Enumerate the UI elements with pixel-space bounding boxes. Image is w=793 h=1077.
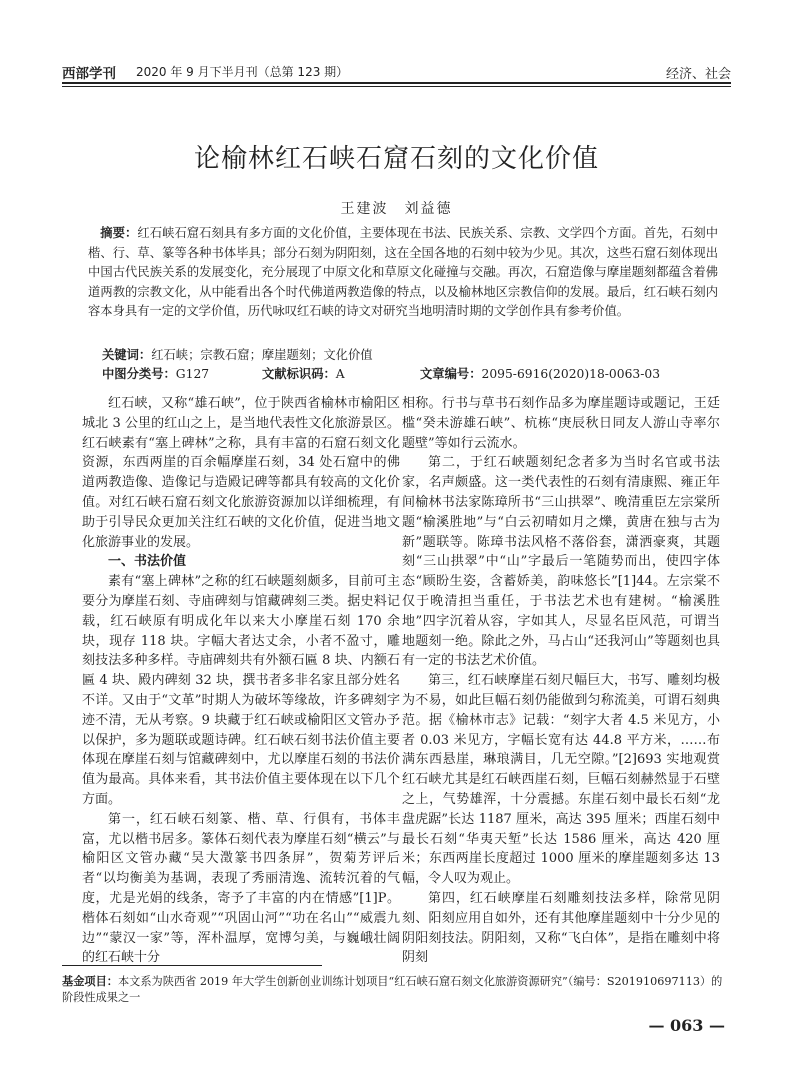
issue-info: 2020 年 9 月下半月刊（总第 123 期） xyxy=(136,65,349,79)
paragraph: 第一，红石峡石刻篆、楷、草、行俱有，书体丰富，尤以楷书居多。篆体石刻代表为摩崖石刻“横云”与榆阳区文管办藏“吴大澂篆书四条屏”，贺菊芳评后者“以均衡美为基调，表现了秀丽清逸、流转沉着的气度，尤是光娟的线条，寄予了丰富的内在情感”[1]P。楷体石刻如“山水奇观”“巩固山河”“功在名山”“威震九边”“蒙汉一家”等，浑朴温厚，宽博匀美，与巍峨壮阔的红石峡十分 xyxy=(82,811,400,966)
clc-label: 中图分类号： xyxy=(102,367,176,381)
page-number: — 063 — xyxy=(648,1016,725,1035)
right-column xyxy=(402,394,720,968)
paragraph: 红石峡，又称“雄石峡”，位于陕西省榆林市榆阳区城北 3 公里的红山之上，是当地代表性文化旅游景区。红石峡素有“塞上碑林”之称，具有丰富的石窟石刻文化资源，东西两崖的百余幅摩崖石刻，34 处石窟中的佛道两教造像、造像记与造殿记碑等都具有较高的文化价值。对红石峡石窟石刻文化旅游资源加以详细梳理，有助于引导民众更加关注红石峡的文化价值，促进当地文化旅游事业的发展。 xyxy=(82,396,400,550)
article-number-label: 文章编号： xyxy=(420,367,482,381)
abstract xyxy=(88,224,718,322)
abstract-label: 摘要： xyxy=(100,226,138,240)
doc-code-label: 文献标识码： xyxy=(262,367,336,381)
header-rule-thin xyxy=(62,86,731,87)
article-number-field xyxy=(420,364,660,382)
paragraph: 第四，红石峡摩崖石刻雕刻技法多样，除常见阴刻、阳刻应用自如外，还有其他摩崖题刻中十分少见的阴阳刻技法。阴阳刻，又称“飞白体”，是指在雕刻中将阴刻 xyxy=(402,890,720,966)
paragraph: 第二，于红石峡题刻纪念者多为当时名官或书法家，名声颇盛。这一类代表性的石刻有清康熙、雍正年间榆林书法家陈璋所书“三山拱翠”、晚清重臣左宗棠所题“榆溪胜地”与“白云初晴如月之爍，黄唐在独与古为新”题联等。陈璋书法风格不落俗套，潇洒豪爽，其题刻“三山拱翠”中“山”字最后一笔随势而出，使四字体态“顾盼生姿，含蓄娇美，韵味悠长”[1]44。左宗棠不仅于晚清担当重任，于书法艺术也有建树。“榆溪胜地”四字沉着从容，字如其人，尽显名臣风范，可谓当地题刻一绝。除此之外，马占山“还我河山”等题刻也具有一定的书法艺术价值。 xyxy=(402,455,720,669)
footnote-label: 基金项目： xyxy=(62,975,118,988)
section-heading: 一、书法价值 xyxy=(108,554,187,570)
footnote xyxy=(62,974,732,1006)
paragraph: 素有“塞上碑林”之称的红石峡题刻颇多，目前可主要分为摩崖石刻、寺庙碑刻与馆藏碑刻三类。据史料记载，红石峡原有明成化年以来大小摩崖石刻 170 余块，现存 118 块。字幅大者达丈余，小者不盈寸，雕刻技法多种多样。寺庙碑刻共有外额石匾 8 块、内额石匾 4 块、殿内碑刻 32 块，撰书者多非名家且部分姓名不详。又由于“文革”时期人为破坏等缘故，许多碑刻字迹不清，无从考察。9 块藏于红石峡或榆阳区文管办予以保护，多为题联或题诗碑。红石峡石刻书法价值主要体现在摩崖石刻与馆藏碑刻中，尤以摩崖石刻的书法价值为最高。具体来看，其书法价值主要体现在以下几个方面。 xyxy=(82,574,400,807)
keywords-text: 红石峡；宗教石窟；摩崖题刻；文化价值 xyxy=(151,348,373,362)
footnote-text: 本文系为陕西省 2019 年大学生创新创业训练计划项目“红石峡石窟石刻文化旅游资源研究”（编号：S201910697113）的阶段性成果之一 xyxy=(62,975,723,1004)
article-authors: 王建波 刘益德 xyxy=(340,201,453,217)
abstract-text: 红石峡石窟石刻具有多方面的文化价值，主要体现在书法、民族关系、宗教、文学四个方面。首先，石刻中楷、行、草、篆等各种书体毕具；部分石刻为阴阳刻，这在全国各地的石刻中较为少见。其次，这些石窟石刻体现出中国古代民族关系的发展变化，充分展现了中原文化和草原文化碰撞与交融。再次，石窟造像与摩崖题刻都蕴含着佛道两教的宗教文化，从中能看出各个时代佛道两教造像的特点，以及榆林地区宗教信仰的发展。最后，红石峡石刻内容本身具有一定的文学价值，历代咏叹红石峡的诗文对研究当地明清时期的文学创作具有参考价值。 xyxy=(88,226,718,318)
keywords-label: 关键词： xyxy=(102,348,152,362)
header-rule-thick xyxy=(62,82,731,84)
running-header xyxy=(62,60,731,80)
footnote-rule xyxy=(62,965,322,966)
doc-code-value: A xyxy=(335,367,345,381)
journal-name: 西部学刊 xyxy=(62,66,116,82)
paragraph: 相称。行书与草书石刻作品多为摩崖题诗或题记，王廷槛“癸未游雄石峡”、杭栋“庚辰秋日同友人游山寺率尔题壁”等如行云流水。 xyxy=(402,396,720,451)
doc-code-field xyxy=(262,364,345,382)
clc-value: G127 xyxy=(175,367,210,381)
paragraph: 第三，红石峡摩崖石刻尺幅巨大，书写、雕刻均极为不易，如此巨幅石刻仍能做到匀称流美，可谓石刻典范。据《榆林市志》记载：“刻字大者 4.5 米见方，小者 0.03 米见方，字幅长宽有达 44.8 平方米，……布满东西悬崖，琳琅满目，几无空隙。”[2]693 实地观赏红石峡尤其是红石峡西崖石刻，巨幅石刻赫然显于石壁之上，气势雄浑，十分震撼。东崖石刻中最长石刻“龙盘虎踞”长达 1187 厘米，高达 395 厘米；西崖石刻中最长石刻“华夷天堑”长达 1586 厘米，高达 420 厘米；东西两崖长度超过 1000 厘米的摩崖题刻多达 13 幅，令人叹为观止。 xyxy=(402,673,720,887)
article-number-value: 2095-6916(2020)18-0063-03 xyxy=(481,367,661,381)
article-title: 论榆林红石峡石窟石刻的文化价值 xyxy=(193,144,599,174)
section-name: 经济、社会 xyxy=(665,67,731,82)
left-column xyxy=(82,394,400,968)
keywords xyxy=(102,345,373,363)
clc-field xyxy=(102,364,209,382)
